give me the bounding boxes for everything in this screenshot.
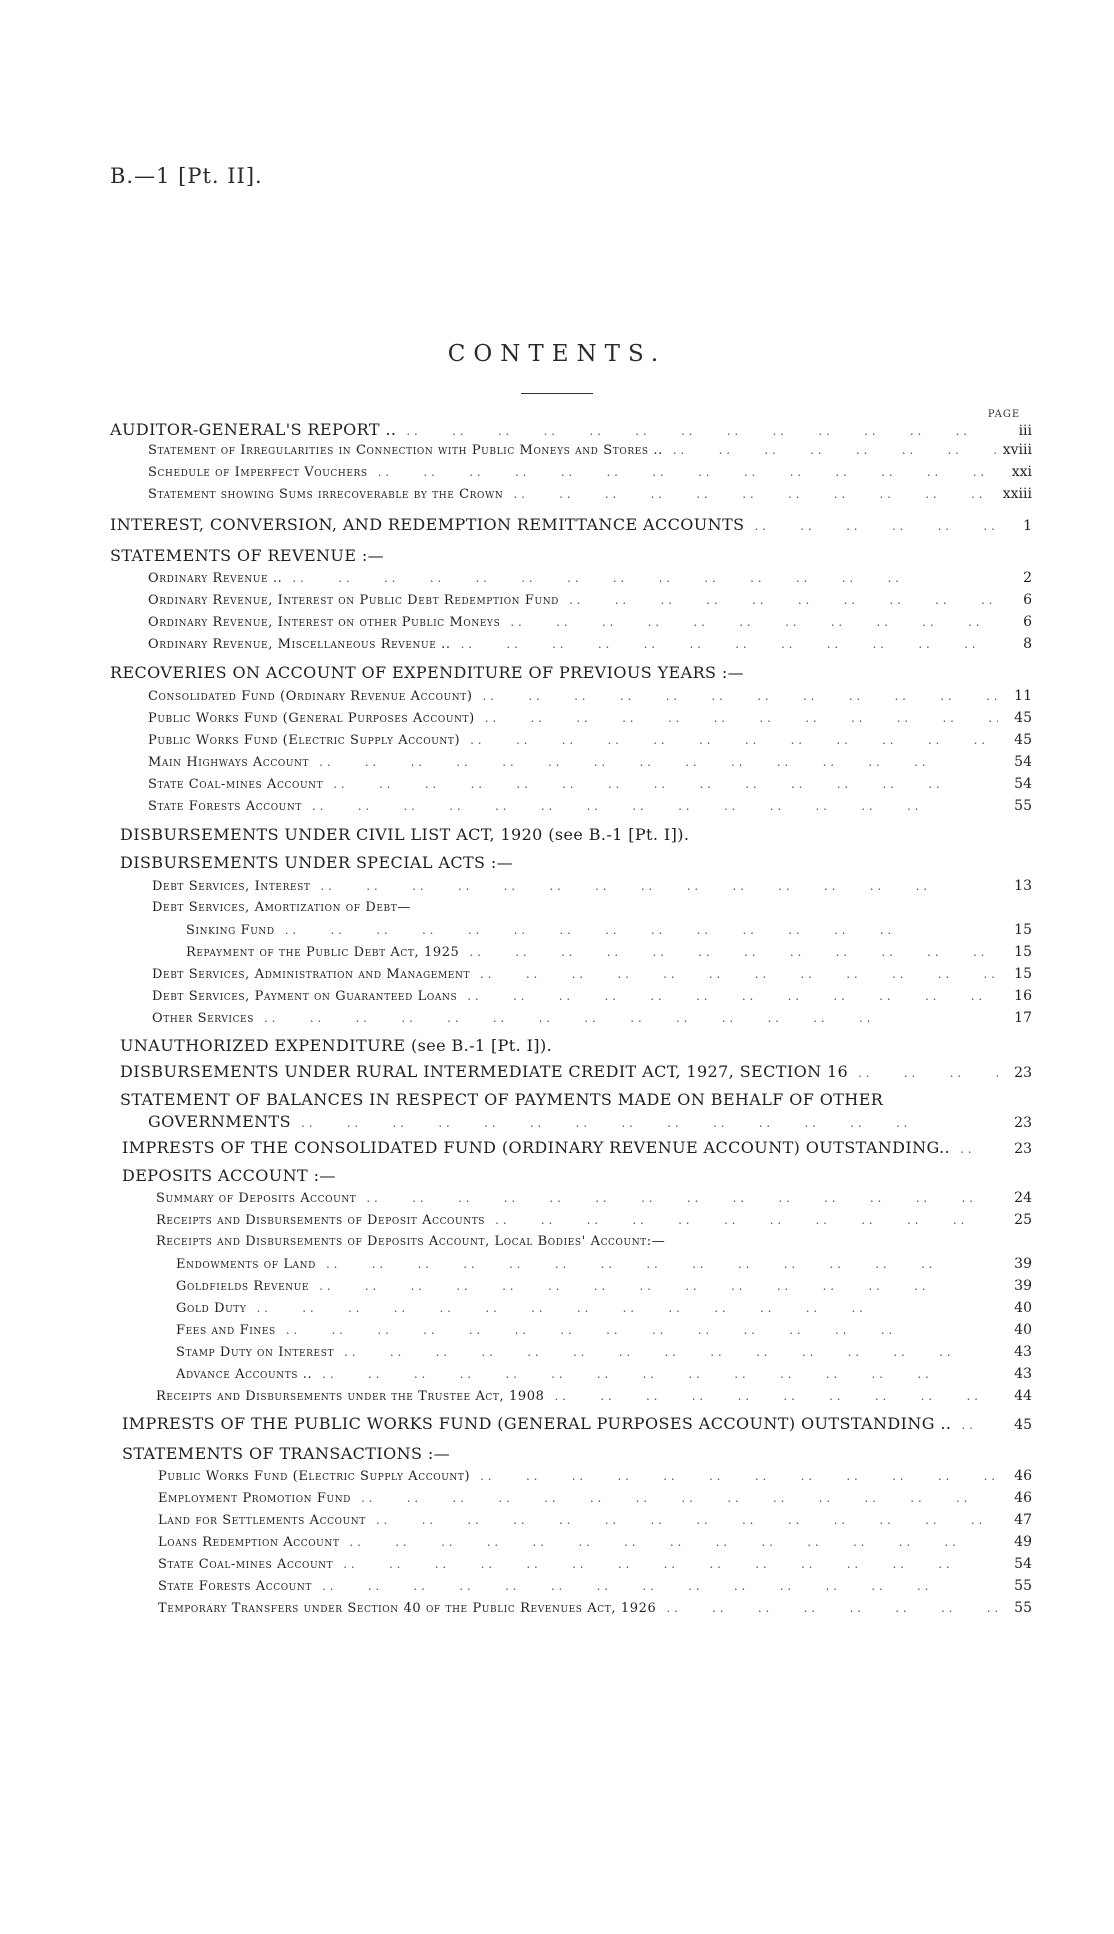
toc-entry-page: 8 [1023,636,1032,652]
toc-entry-label: State Forests Account [148,799,302,814]
leader-dots [246,1301,998,1315]
toc-entry-page: 1 [1023,518,1032,534]
toc-entry-page: 55 [1014,1578,1032,1594]
toc-entry [120,1062,1032,1081]
toc-entry-label: Debt Services, Payment on Guaranteed Loans [152,989,458,1004]
toc-entry [148,614,1032,630]
toc-entry-page: 6 [1023,614,1032,630]
toc-heading-label: STATEMENT OF BALANCES IN RESPECT OF PAYMENTS MADE ON BEHALF OF OTHER [120,1090,884,1109]
leader-dots [475,711,998,725]
leader-dots [282,571,998,585]
toc-entry-label: DISBURSEMENTS UNDER RURAL INTERMEDIATE CREDIT ACT, 1927, SECTION 16 [120,1062,849,1081]
toc-entry-page: 46 [1014,1490,1032,1506]
toc-entry-page: 54 [1014,754,1032,770]
toc-entry-page: 54 [1014,776,1032,792]
toc-entry-page: 43 [1014,1344,1032,1360]
toc-entry-page: 54 [1014,1556,1032,1572]
toc-entry-page: 39 [1014,1256,1032,1272]
toc-entry-page: 47 [1014,1512,1032,1528]
leader-dots [276,1323,998,1337]
leader-dots [663,443,998,457]
toc-entry-label: INTEREST, CONVERSION, AND REDEMPTION REMITTANCE ACCOUNTS [110,515,745,534]
toc-entry [156,1212,1032,1228]
leader-dots [544,1389,998,1403]
toc-entry-label: Endowments of Land [176,1257,316,1272]
toc-entry-label: Fees and Fines [176,1323,276,1338]
page-column-heading: PAGE [987,409,1021,420]
toc-entry-page: 46 [1014,1468,1032,1484]
toc-entry-label: Public Works Fund (Electric Supply Account) [148,733,461,748]
toc-entry-page: xviii [1002,442,1032,458]
leader-dots [275,923,998,937]
toc-entry-label: Stamp Duty on Interest [176,1345,335,1360]
toc-entry-label: Summary of Deposits Account [156,1191,357,1206]
toc-entry-label: Debt Services, Interest [152,879,311,894]
leader-dots [333,1557,998,1571]
leader-dots [457,989,998,1003]
toc-entry [176,1344,1032,1360]
toc-entry [110,515,1032,534]
contents-title: CONTENTS. [447,341,667,367]
toc-entry [156,1190,1032,1206]
toc-entry-label: State Coal-mines Account [148,777,324,792]
toc-entry-page: 24 [1014,1190,1032,1206]
toc-entry-page: 15 [1014,922,1032,938]
toc-entry-label: State Coal-mines Account [158,1557,334,1572]
leader-dots [745,519,998,533]
toc-heading [120,1036,1032,1055]
toc-entry-label: Public Works Fund (Electric Supply Account) [158,1469,471,1484]
toc-heading-label: UNAUTHORIZED EXPENDITURE (see B.-1 [Pt. I]). [120,1036,553,1055]
leader-dots [323,777,998,791]
toc-entry-page: xxi [1011,464,1032,480]
toc-entry-label: Ordinary Revenue, Interest on Public Debt Redemption Fund [148,593,559,608]
leader-dots [500,615,998,629]
toc-heading-label: DISBURSEMENTS UNDER SPECIAL ACTS :— [120,853,514,872]
toc-entry [158,1600,1032,1616]
leader-dots [366,1513,998,1527]
leader-dots [368,465,998,479]
toc-heading-label: STATEMENTS OF TRANSACTIONS :— [122,1444,451,1463]
toc-entry-page: 43 [1014,1366,1032,1382]
leader-dots [312,1579,998,1593]
toc-entry-label: Ordinary Revenue .. [148,571,283,586]
toc-entry-page: iii [1018,423,1032,439]
toc-entry-page: 17 [1014,1010,1032,1026]
toc-entry-page: 45 [1014,732,1032,748]
toc-entry [148,570,1032,586]
leader-dots [356,1191,998,1205]
toc-entry-label: Receipts and Disbursements of Deposits Account, Local Bodies' Account:— [156,1234,666,1249]
leader-dots [470,1469,998,1483]
toc-entry-label: Repayment of the Public Debt Act, 1925 [186,945,460,960]
leader-dots [485,1213,998,1227]
toc-entry-label: Debt Services, Administration and Management [152,967,471,982]
toc-entry [176,1278,1032,1294]
toc-entry [148,486,1032,502]
toc-entry [152,1010,1032,1026]
toc-entry-label: AUDITOR-GENERAL'S REPORT .. [110,420,397,439]
toc-entry [122,1414,1032,1433]
leader-dots [312,1367,998,1381]
toc-entry-label: State Forests Account [158,1579,312,1594]
leader-dots [656,1601,998,1615]
toc-heading-label: RECOVERIES ON ACCOUNT OF EXPENDITURE OF PREVIOUS YEARS :— [110,663,745,682]
toc-entry [152,878,1032,894]
toc-entry-label: Ordinary Revenue, Miscellaneous Revenue .. [148,637,451,652]
toc-entry [156,1388,1032,1404]
toc-entry [152,900,1032,915]
toc-entry-label: IMPRESTS OF THE CONSOLIDATED FUND (ORDINARY REVENUE ACCOUNT) OUTSTANDING.. [122,1138,951,1157]
leader-dots [309,755,998,769]
leader-dots [459,945,998,959]
toc-entry-page: 39 [1014,1278,1032,1294]
toc-entry-page: xxiii [1002,486,1032,502]
toc-entry-label: Consolidated Fund (Ordinary Revenue Account) [148,689,473,704]
toc-entry-page: 13 [1014,878,1032,894]
toc-entry-label: Statement showing Sums irrecoverable by the Crown [148,487,504,502]
toc-entry [148,636,1032,652]
toc-heading-label: DISBURSEMENTS UNDER CIVIL LIST ACT, 1920 (see B.-1 [Pt. I]). [120,825,690,844]
leader-dots [334,1345,998,1359]
toc-heading [122,1444,1032,1463]
toc-entry-page: 11 [1014,688,1032,704]
toc-entry [110,420,1032,439]
toc-entry-label: Schedule of Imperfect Vouchers [148,465,368,480]
leader-dots [473,689,998,703]
toc-entry-page: 40 [1014,1322,1032,1338]
leader-dots [951,1418,998,1432]
toc-entry [158,1534,1032,1550]
toc-entry-label: Receipts and Disbursements under the Trustee Act, 1908 [156,1389,545,1404]
leader-dots [309,1279,998,1293]
toc-entry-page: 23 [1014,1141,1032,1157]
toc-entry-page: 16 [1014,988,1032,1004]
toc-entry-label: Public Works Fund (General Purposes Account) [148,711,475,726]
toc-entry-page: 23 [1014,1065,1032,1081]
leader-dots [503,487,998,501]
toc-heading [120,1090,1032,1109]
toc-entry [186,944,1032,960]
leader-dots [302,799,998,813]
leader-dots [254,1011,998,1025]
leader-dots [396,424,998,438]
toc-entry-label: IMPRESTS OF THE PUBLIC WORKS FUND (GENERAL PURPOSES ACCOUNT) OUTSTANDING .. [122,1414,952,1433]
leader-dots [470,967,998,981]
toc-heading [120,825,1032,844]
toc-entry [148,732,1032,748]
toc-entry-page: 55 [1014,1600,1032,1616]
leader-dots [950,1142,998,1156]
toc-entry [158,1468,1032,1484]
toc-entry-label: Ordinary Revenue, Interest on other Public Moneys [148,615,501,630]
leader-dots [460,733,998,747]
toc-entry-page: 40 [1014,1300,1032,1316]
document-reference: B.—1 [Pt. II]. [110,164,263,188]
toc-entry-page: 15 [1014,966,1032,982]
toc-entry-label: Receipts and Disbursements of Deposit Accounts [156,1213,486,1228]
toc-entry-label: Goldfields Revenue [176,1279,310,1294]
toc-entry-label: Loans Redemption Account [158,1535,340,1550]
toc-entry-page: 25 [1014,1212,1032,1228]
toc-entry-page: 45 [1014,1417,1032,1433]
toc-entry [148,710,1032,726]
leader-dots [351,1491,998,1505]
toc-entry-label: Land for Settlements Account [158,1513,366,1528]
toc-heading [122,1166,1032,1185]
toc-entry-page: 44 [1014,1388,1032,1404]
toc-entry-page: 6 [1023,592,1032,608]
toc-heading-label: STATEMENTS OF REVENUE :— [110,546,385,565]
toc-entry [158,1490,1032,1506]
toc-entry [176,1322,1032,1338]
toc-entry [148,754,1032,770]
toc-heading [110,663,1032,682]
toc-entry [158,1556,1032,1572]
toc-entry-label: Other Services [152,1011,254,1026]
toc-entry-page: 23 [1014,1115,1032,1131]
toc-entry [176,1366,1032,1382]
toc-heading [120,853,1032,872]
leader-dots [559,593,998,607]
toc-entry-label: Sinking Fund [186,923,275,938]
toc-entry-label: Main Highways Account [148,755,310,770]
toc-entry-label: Statement of Irregularities in Connection with Public Moneys and Stores .. [148,443,663,458]
toc-entry-page: 45 [1014,710,1032,726]
toc-entry-label: Employment Promotion Fund [158,1491,351,1506]
toc-heading-label: DEPOSITS ACCOUNT :— [122,1166,336,1185]
toc-entry [158,1578,1032,1594]
toc-entry-label: Gold Duty [176,1301,247,1316]
toc-entry-label: GOVERNMENTS [148,1112,291,1131]
toc-entry [176,1256,1032,1272]
leader-dots [316,1257,998,1271]
leader-dots [311,879,998,893]
toc-entry [156,1234,1032,1249]
toc-entry-page: 2 [1023,570,1032,586]
toc-heading [110,546,1032,565]
toc-entry [148,592,1032,608]
toc-entry [148,1112,1032,1131]
toc-entry-label: Advance Accounts .. [176,1367,313,1382]
leader-dots [339,1535,998,1549]
leader-dots [848,1066,998,1080]
toc-entry-label: Temporary Transfers under Section 40 of the Public Revenues Act, 1926 [158,1601,657,1616]
toc-entry [148,464,1032,480]
toc-entry [122,1138,1032,1157]
toc-entry-page: 15 [1014,944,1032,960]
toc-entry [176,1300,1032,1316]
toc-entry [148,798,1032,814]
toc-entry [148,776,1032,792]
toc-entry-label: Debt Services, Amortization of Debt— [152,900,411,915]
toc-entry-page: 55 [1014,798,1032,814]
leader-dots [291,1116,998,1130]
toc-entry-page: 49 [1014,1534,1032,1550]
toc-entry [148,688,1032,704]
leader-dots [451,637,998,651]
toc-entry [152,966,1032,982]
toc-entry [152,988,1032,1004]
toc-entry [148,442,1032,458]
toc-entry [158,1512,1032,1528]
toc-entry [186,922,1032,938]
